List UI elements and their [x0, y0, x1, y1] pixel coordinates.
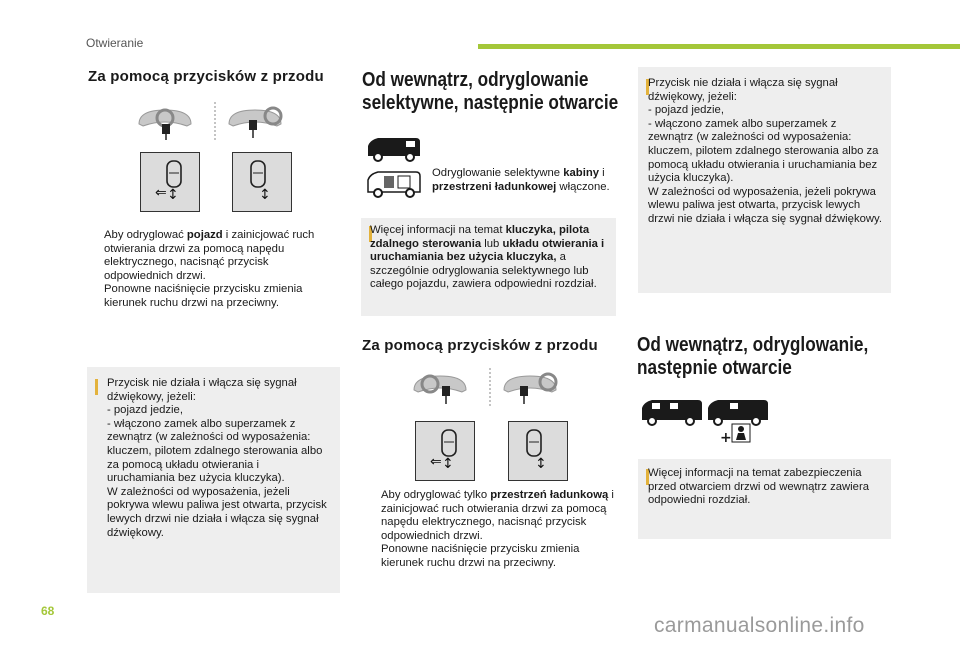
van-icon	[366, 134, 424, 162]
col3-info-box	[638, 67, 891, 293]
info-marker	[95, 379, 98, 395]
col2-info-box	[361, 218, 616, 316]
list-item: Aby odryglować pojazd i zainicjować ruch otwierania drzwi za pomocą napędu elektrycznego, nacisnąć przycisk odpowiednich drzwi.	[104, 229, 315, 282]
col3-info-box2	[638, 459, 891, 539]
steering-wheel-icon	[139, 110, 191, 140]
col3-info2-text: Więcej informacji na temat zabezpieczenia przed otwarciem drzwi od wewnątrz zawiera odpowiedni rozdział.	[648, 467, 869, 507]
col2-heading2: Za pomocą przycisków z przodu	[362, 337, 598, 354]
col2-info-text: Więcej informacji na temat kluczyka, pilota zdalnego sterowania lub układu otwierania i uruchamiania bez użycia kluczyka, a szczególnie odryglowania selektywnego lub całego pojazdu, zawiera odpowiedni rozdział.	[370, 224, 605, 291]
steering-wheel-icon	[414, 376, 466, 404]
list-item: Ponowne naciśnięcie przycisku zmienia kierunek ruchu drzwi na przeciwny.	[104, 283, 303, 309]
svg-text:↕: ↕	[259, 187, 271, 203]
col3-info-text: Przycisk nie działa i włącza się sygnał dźwiękowy, jeżeli: - pojazd jedzie, - włączono zamek albo superzamek z zewnątrz (w zależności od wyposażenia: kluczem, pilotem zdalnego sterowania albo za pomocą układu otwierania i uruchamiania bez użycia kluczyka). W zależności od wyposażenia, jeżeli pokrywa wlewu paliwa jest otwarta, przycisk lewych drzwi nie działa i włącza się sygnał dźwiękowy.	[648, 77, 882, 225]
section-title: Otwieranie	[86, 36, 144, 50]
list-item: Aby odryglować tylko przestrzeń ładunkową i zainicjować ruch otwierania drzwi za pomocą napędu elektrycznego, nacisnąć przycisk odpowiednich drzwi.	[381, 489, 614, 542]
section-accent-bar	[478, 44, 960, 49]
door-left-button-icon	[415, 421, 475, 481]
page-number: 68	[41, 604, 55, 618]
svg-text:↕: ↕	[442, 456, 454, 472]
van-icon	[642, 400, 702, 425]
dashboard-buttons-illustration	[410, 366, 570, 410]
svg-text:+: +	[720, 430, 732, 446]
door-left-button-icon	[140, 152, 200, 212]
col1-bullet-list	[88, 229, 333, 311]
col3-heading: Od wewnątrz, odryglowanie, następnie otwarcie	[637, 334, 869, 379]
svg-text:⇐: ⇐	[155, 185, 167, 201]
van-icon	[708, 400, 768, 425]
dashboard-buttons-illustration	[135, 100, 295, 144]
col2-bullet-list	[365, 489, 615, 571]
van-cargo-unlock-icon	[366, 168, 424, 198]
steering-wheel-icon	[229, 108, 281, 138]
svg-text:↕: ↕	[535, 456, 547, 472]
col1-heading: Za pomocą przycisków z przodu	[88, 68, 324, 85]
vans-child-lock-illustration	[640, 396, 780, 446]
door-right-button-icon	[508, 421, 568, 481]
list-item: Ponowne naciśnięcie przycisku zmienia kierunek ruchu drzwi na przeciwny.	[381, 543, 580, 569]
steering-wheel-icon	[504, 374, 556, 404]
door-right-button-icon	[232, 152, 292, 212]
col1-info-text: Przycisk nie działa i włącza się sygnał dźwiękowy, jeżeli: - pojazd jedzie, - włączono zamek albo superzamek z zewnątrz (w zależności od wyposażenia: kluczem, pilotem zdalnego sterowania albo za pomocą układu otwierania i uruchamiania bez użycia kluczyka). W zależności od wyposażenia, jeżeli pokrywa wlewu paliwa jest otwarta, przycisk lewych drzwi nie działa i włącza się sygnał dźwiękowy.	[107, 377, 327, 539]
svg-text:⇐: ⇐	[430, 454, 442, 470]
child-lock-icon	[732, 424, 750, 442]
watermark: carmanualsonline.info	[654, 614, 865, 637]
col2-heading: Od wewnątrz, odryglowanie selektywne, następnie otwarcie	[362, 69, 619, 114]
svg-text:↕: ↕	[167, 187, 179, 203]
col1-info-box	[87, 367, 340, 593]
selective-unlock-text: Odryglowanie selektywne kabiny i przestrzeni ładunkowej włączone.	[432, 167, 610, 193]
